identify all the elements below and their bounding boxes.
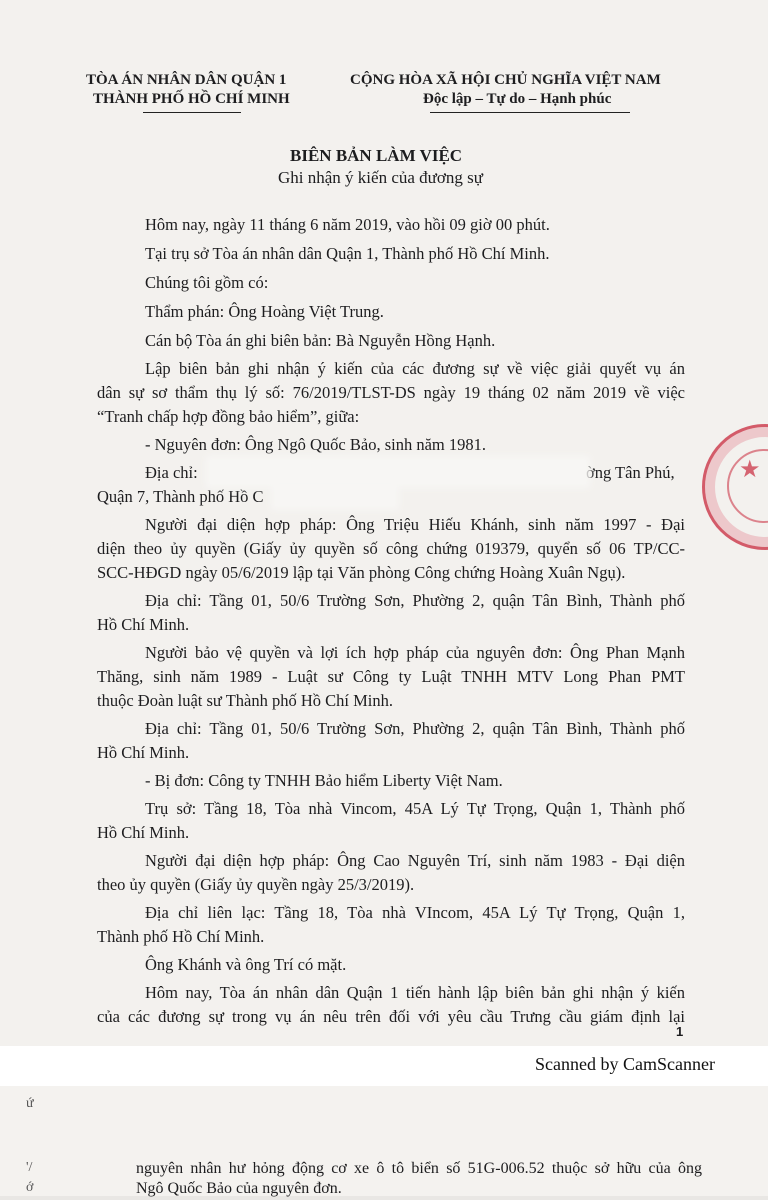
- document-title: BIÊN BẢN LÀM VIỆC: [290, 146, 463, 165]
- line-plaintiff-address-end: ờng Tân Phú,: [586, 463, 675, 482]
- line-purpose-2: dân sự sơ thẩm thụ lý số: 76/2019/TLST-DS ngày 19 tháng 02 năm 2019 về việc: [97, 383, 685, 402]
- line-members: Chúng tôi gồm có:: [145, 273, 269, 292]
- star-icon: ★: [739, 457, 761, 483]
- court-name: TÒA ÁN NHÂN DÂN QUẬN 1: [86, 72, 287, 88]
- line-contact-address-2: Thành phố Hồ Chí Minh.: [97, 927, 265, 946]
- line-lawyer-2: Thăng, sinh năm 1989 - Luật sư Công ty Luật TNHH MTV Long Phan PMT: [97, 667, 685, 686]
- line-lawyer-address-1: Địa chỉ: Tầng 01, 50/6 Trường Sơn, Phường 2, quận Tân Bình, Thành phố: [145, 719, 685, 738]
- page2-line-1: nguyên nhân hư hỏng động cơ xe ô tô biển số 51G-006.52 thuộc sở hữu của ông: [136, 1160, 702, 1177]
- line-defendant-hq-2: Hồ Chí Minh.: [97, 823, 190, 842]
- line-defendant-rep-2: theo ủy quyền (Giấy ủy quyền ngày 25/3/2019).: [97, 875, 415, 894]
- line-attendance: Ông Khánh và ông Trí có mặt.: [145, 955, 347, 974]
- line-date: Hôm nay, ngày 11 tháng 6 năm 2019, vào hồi 09 giờ 00 phút.: [145, 215, 550, 234]
- margin-mark: ớ: [26, 1180, 34, 1195]
- line-plaintiff-address: Địa chỉ:: [145, 463, 198, 482]
- line-lawyer-3: thuộc Đoàn luật sư Thành phố Hồ Chí Minh.: [97, 691, 393, 710]
- line-lawyer-address-2: Hồ Chí Minh.: [97, 743, 190, 762]
- redaction-mark: [210, 460, 586, 484]
- court-city: THÀNH PHỐ HỒ CHÍ MINH: [93, 91, 290, 107]
- line-closing-1: Hôm nay, Tòa án nhân dân Quận 1 tiến hành lập biên bản ghi nhận ý kiến: [145, 983, 685, 1002]
- line-representative-2: diện theo ủy quyền (Giấy ủy quyền số công chứng 019379, quyển số 06 TP/CC-: [97, 539, 685, 558]
- line-clerk: Cán bộ Tòa án ghi biên bản: Bà Nguyễn Hồng Hạnh.: [145, 331, 496, 350]
- line-closing-2: của các đương sự trong vụ án nêu trên đối với yêu cầu Trưng cầu giám định lại: [97, 1007, 685, 1026]
- document-subtitle: Ghi nhận ý kiến của đương sự: [278, 168, 483, 187]
- motto-underline: [430, 112, 630, 113]
- line-rep-address-2: Hồ Chí Minh.: [97, 615, 190, 634]
- line-defendant-hq-1: Trụ sở: Tầng 18, Tòa nhà Vincom, 45A Lý Tự Trọng, Quận 1, Thành phố: [145, 799, 685, 818]
- line-purpose-3: “Tranh chấp hợp đồng bảo hiểm”, giữa:: [97, 407, 360, 426]
- page2-line-2: Ngô Quốc Bảo của nguyên đơn.: [136, 1180, 342, 1197]
- line-rep-address-1: Địa chỉ: Tầng 01, 50/6 Trường Sơn, Phường 2, quận Tân Bình, Thành phố: [145, 591, 685, 610]
- motto: Độc lập – Tự do – Hạnh phúc: [423, 91, 612, 107]
- line-plaintiff-address-2: Quận 7, Thành phố Hồ C: [97, 487, 264, 506]
- line-purpose-1: Lập biên bản ghi nhận ý kiến của các đương sự về việc giải quyết vụ án: [145, 359, 685, 378]
- line-plaintiff: - Nguyên đơn: Ông Ngô Quốc Bảo, sinh năm 1981.: [145, 435, 486, 454]
- line-contact-address-1: Địa chỉ liên lạc: Tầng 18, Tòa nhà VIncom, 45A Lý Tự Trọng, Quận 1,: [145, 903, 685, 922]
- page-number: 1: [676, 1024, 684, 1039]
- scanner-label: Scanned by CamScanner: [535, 1054, 715, 1074]
- redaction-mark-2: [275, 484, 395, 506]
- state-name: CỘNG HÒA XÃ HỘI CHỦ NGHĨA VIỆT NAM: [350, 72, 661, 88]
- line-lawyer-1: Người bảo vệ quyền và lợi ích hợp pháp của nguyên đơn: Ông Phan Mạnh: [145, 643, 685, 662]
- line-defendant: - Bị đơn: Công ty TNHH Bảo hiểm Liberty Việt Nam.: [145, 771, 503, 790]
- line-defendant-rep-1: Người đại diện hợp pháp: Ông Cao Nguyên Trí, sinh năm 1983 - Đại diện: [145, 851, 685, 870]
- line-location: Tại trụ sở Tòa án nhân dân Quận 1, Thành phố Hồ Chí Minh.: [145, 244, 550, 263]
- margin-mark: ứ: [26, 1096, 34, 1111]
- line-representative-1: Người đại diện hợp pháp: Ông Triệu Hiếu Khánh, sinh năm 1997 - Đại: [145, 515, 685, 534]
- line-representative-3: SCC-HĐGD ngày 05/6/2019 lập tại Văn phòng Công chứng Hoàng Xuân Ngụ).: [97, 563, 626, 582]
- court-underline: [143, 112, 241, 113]
- line-judge: Thẩm phán: Ông Hoàng Việt Trung.: [145, 302, 384, 321]
- margin-mark: '/: [26, 1160, 33, 1175]
